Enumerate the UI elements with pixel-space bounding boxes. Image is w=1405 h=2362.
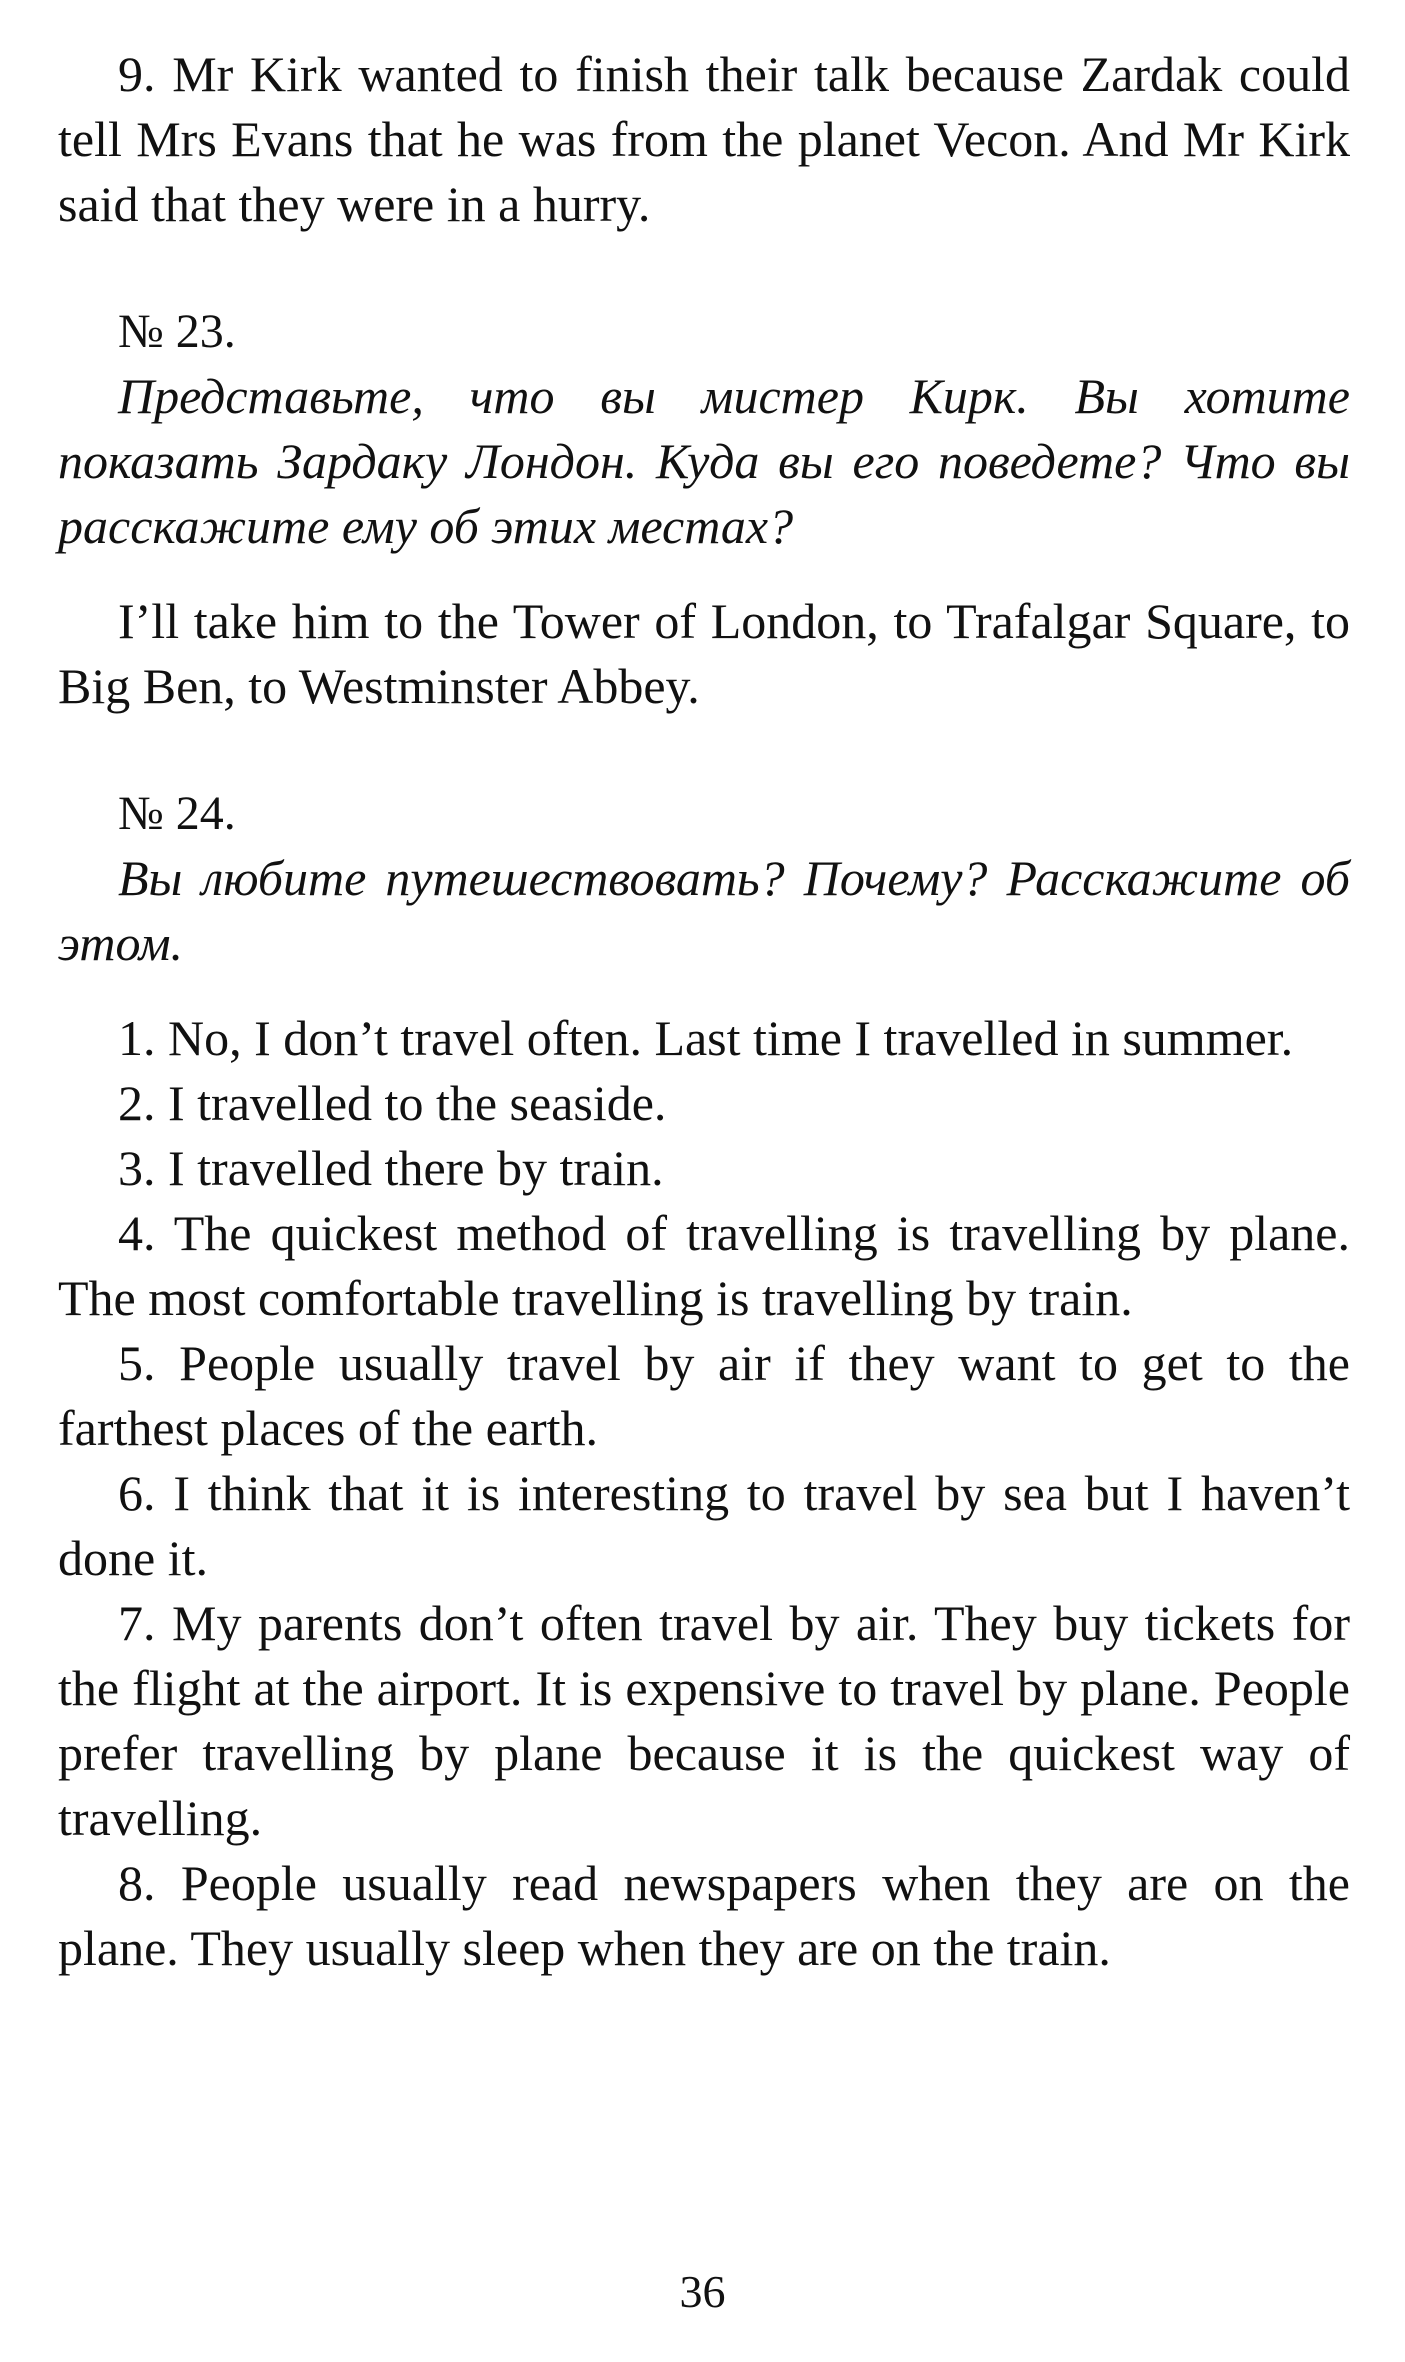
exercise-24-answer-8: 8. People usually read newspapers when they are on the plane. They usually sleep when they are on the train. — [58, 1855, 1350, 1976]
spacer — [58, 237, 1350, 299]
exercise-24-answer-2: 2. I travelled to the seaside. — [118, 1075, 667, 1131]
exercise-23-number: № 23. — [118, 305, 236, 358]
exercise-24-answer-6: 6. I think that it is interesting to travel by sea but I haven’t done it. — [58, 1465, 1350, 1586]
exercise-24-answer-4: 4. The quickest method of travelling is travelling by plane. The most comfortable travelling is travelling by train. — [58, 1205, 1350, 1326]
answer-9-paragraph: 9. Mr Kirk wanted to finish their talk because Zardak could tell Mrs Evans that he was from the planet Vecon. And Mr Kirk said that they were in a hurry. — [58, 46, 1350, 232]
page-content — [58, 42, 1350, 1981]
exercise-23-instruction: Представьте, что вы мистер Кирк. Вы хотите показать Зардаку Лондон. Куда вы его поведете? Что вы расскажите ему об этих местах? — [58, 368, 1350, 554]
spacer — [58, 559, 1350, 589]
exercise-23-answer: I’ll take him to the Tower of London, to Trafalgar Square, to Big Ben, to Westminster Abbey. — [58, 593, 1350, 714]
spacer — [58, 976, 1350, 1006]
exercise-24-instruction: Вы любите путешествовать? Почему? Расскажите об этом. — [58, 850, 1350, 971]
page-number: 36 — [679, 2266, 726, 2317]
exercise-24-answer-3: 3. I travelled there by train. — [118, 1140, 664, 1196]
exercise-24-number: № 24. — [118, 787, 236, 840]
exercise-24-answer-1: 1. No, I don’t travel often. Last time I travelled in summer. — [118, 1010, 1294, 1066]
spacer — [58, 719, 1350, 781]
exercise-24-answer-5: 5. People usually travel by air if they want to get to the farthest places of the earth. — [58, 1335, 1350, 1456]
exercise-24-answer-7: 7. My parents don’t often travel by air. They buy tickets for the flight at the airport. It is expensive to travel by plane. People prefer travelling by plane because it is the quickest way of travelling. — [58, 1595, 1350, 1846]
